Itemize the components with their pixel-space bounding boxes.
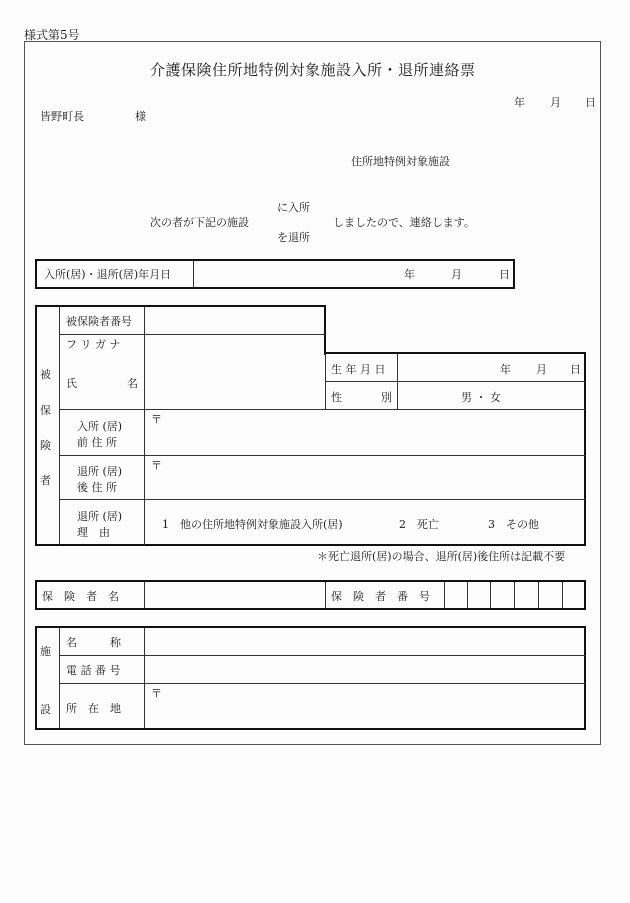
- prev-address-label-1: 入所 (居): [77, 420, 123, 433]
- side-char: 施: [40, 645, 51, 658]
- reason-label-1: 退所 (居): [77, 510, 123, 523]
- honorific: 様: [135, 110, 146, 123]
- birth-year: 年: [500, 363, 511, 376]
- divider: [60, 683, 585, 684]
- divider: [60, 499, 585, 500]
- postal-mark: 〒: [151, 413, 162, 426]
- sex-label-1: 性: [331, 391, 342, 404]
- form-number: 様式第5号: [24, 28, 80, 42]
- name-label-1: 氏: [66, 377, 77, 390]
- option-admission: に入所: [277, 201, 310, 214]
- facility-phone-label: 電 話 番 号: [66, 664, 121, 677]
- insurer-name-label: 保 険 者 名: [42, 590, 119, 603]
- border: [325, 352, 586, 354]
- birth-label: 生 年 月 日: [331, 363, 386, 376]
- move-date-year: 年: [404, 268, 415, 281]
- side-char: 被: [40, 368, 51, 381]
- divider: [326, 381, 585, 382]
- prev-address-field[interactable]: [162, 412, 582, 452]
- divider: [60, 455, 585, 456]
- sender-label: 住所地特例対象施設: [351, 155, 450, 168]
- notice-prefix: 次の者が下記の施設: [150, 216, 249, 229]
- move-date-field[interactable]: [200, 262, 510, 286]
- divider: [60, 409, 585, 410]
- date-month: 月: [550, 96, 561, 109]
- form-title: 介護保険住所地特例対象施設入所・退所連絡票: [150, 61, 476, 79]
- divider: [144, 582, 145, 608]
- facility-name-label: 名 称: [66, 636, 121, 649]
- insurer-number-label: 保 険 者 番 号: [331, 590, 430, 603]
- date-day: 日: [585, 96, 596, 109]
- prev-address-label-2: 前 住 所: [77, 436, 117, 449]
- reason-label-2: 理 由: [77, 526, 110, 539]
- insurer-name-field[interactable]: [148, 583, 322, 607]
- facility-address-field[interactable]: [162, 686, 582, 726]
- option-discharge: を退所: [277, 231, 310, 244]
- insured-number-label: 被保険者番号: [66, 315, 132, 328]
- reason-option-3[interactable]: 3 その他: [488, 518, 539, 531]
- insured-number-field[interactable]: [148, 308, 322, 332]
- reason-option-2[interactable]: 2 死亡: [399, 518, 439, 531]
- digit-divider: [444, 582, 445, 608]
- insurer-number-field[interactable]: [446, 583, 583, 607]
- divider: [59, 307, 60, 545]
- side-char: 者: [40, 474, 51, 487]
- side-char: 保: [40, 404, 51, 417]
- sex-options[interactable]: 男 ・ 女: [461, 391, 501, 404]
- move-date-month: 月: [451, 268, 462, 281]
- name-label-2: 名: [127, 377, 138, 390]
- facility-name-field[interactable]: [148, 629, 582, 653]
- divider: [60, 655, 585, 656]
- facility-phone-field[interactable]: [148, 657, 582, 681]
- birth-day: 日: [570, 363, 581, 376]
- divider: [193, 261, 194, 287]
- post-address-label-2: 後 住 所: [77, 481, 117, 494]
- divider: [325, 582, 326, 608]
- footnote: ＊死亡退所(居)の場合、退所(居)後住所は記載不要: [317, 550, 566, 563]
- addressee: 皆野町長: [40, 110, 84, 123]
- facility-address-label: 所 在 地: [66, 702, 121, 715]
- divider: [144, 307, 145, 545]
- birth-month: 月: [536, 363, 547, 376]
- move-date-label: 入所(居)・退所(居)年月日: [44, 268, 172, 281]
- divider: [144, 628, 145, 728]
- postal-mark: 〒: [151, 459, 162, 472]
- furigana-label: フ リ ガ ナ: [66, 338, 121, 351]
- move-date-day: 日: [499, 268, 510, 281]
- side-char: 険: [40, 439, 51, 452]
- notice-suffix: しましたので、連絡します。: [333, 216, 475, 229]
- name-field[interactable]: [148, 356, 322, 406]
- sex-label-2: 別: [381, 391, 392, 404]
- divider: [59, 628, 60, 728]
- post-address-label-1: 退所 (居): [77, 465, 123, 478]
- divider: [60, 334, 325, 335]
- post-address-field[interactable]: [162, 458, 582, 496]
- reason-option-1[interactable]: 1 他の住所地特例対象施設入所(居): [162, 518, 343, 531]
- postal-mark: 〒: [151, 687, 162, 700]
- furigana-field[interactable]: [148, 336, 322, 352]
- date-year: 年: [514, 96, 525, 109]
- side-char: 設: [40, 703, 51, 716]
